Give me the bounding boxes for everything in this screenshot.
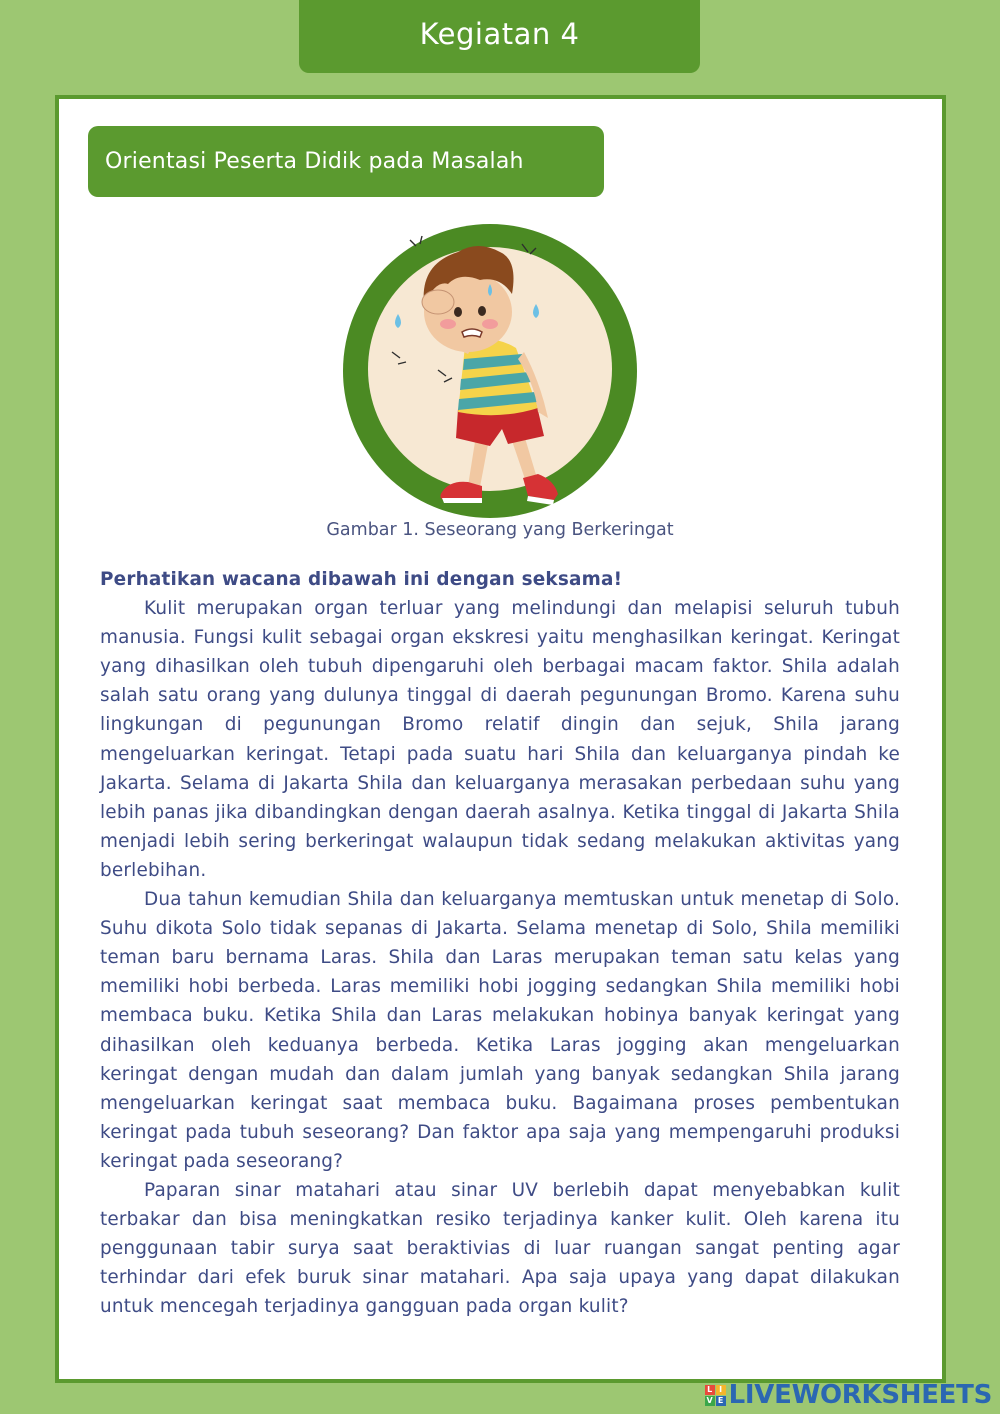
passage-instruction: Perhatikan wacana dibawah ini dengan seksama! [100,569,623,590]
figure-caption: Gambar 1. Seseorang yang Berkeringat [326,520,674,540]
passage [100,565,900,1321]
section-title-text: Orientasi Peserta Didik pada Masalah [105,149,524,174]
activity-tab [299,0,700,73]
passage-paragraph-2: Dua tahun kemudian Shila dan keluarganya memtuskan untuk menetap di Solo. Suhu dikota Solo tidak sepanas di Jakarta. Selama menetap di Solo, Shila memiliki teman baru bernama Laras. Shila dan Laras merupakan teman satu kelas yang memiliki hobi berbeda. Laras memiliki hobi jogging sedangkan Shila memiliki hobi membaca buku. Ketika Shila dan Laras melakukan hobinya banyak keringat yang dihasilkan oleh keduanya berbeda. Ketika Laras jogging akan mengeluarkan keringat dengan mudah dan dalam jumlah yang banyak sedangkan Shila jarang mengeluarkan keringat saat membaca buku. Bagaimana proses pembentukan keringat pada tubuh seseorang? Dan faktor apa saja yang mempengaruhi produksi keringat pada seseorang? [100,889,900,1172]
liveworksheets-logo-icon: L I V E [705,1385,726,1406]
section-title [88,126,604,197]
activity-label: Kegiatan 4 [419,17,580,51]
liveworksheets-watermark [705,1380,992,1410]
passage-paragraph-3: Paparan sinar matahari atau sinar UV berlebih dapat menyebabkan kulit terbakar dan bisa meningkatkan resiko terjadinya kanker kulit. Oleh karena itu penggunaan tabir surya saat beraktivias di luar ruangan sangat penting agar terhindar dari efek buruk sinar matahari. Apa saja upaya yang dapat dilakukan untuk mencegah terjadinya gangguan pada organ kulit? [100,1179,900,1318]
passage-paragraph-1: Kulit merupakan organ terluar yang melindungi dan melapisi seluruh tubuh manusia. Fungsi kulit sebagai organ ekskresi yaitu menghasilkan keringat. Keringat yang dihasilkan oleh tubuh dipengaruhi oleh berbagai macam faktor. Shila adalah salah satu orang yang dulunya tinggal di daerah pegunungan Bromo. Karena suhu lingkungan di pegunungan Bromo relatif dingin dan sejuk, Shila jarang mengeluarkan keringat. Tetapi pada suatu hari Shila dan keluarganya pindah ke Jakarta. Selama di Jakarta Shila dan keluarganya merasakan perbedaan suhu yang lebih panas jika dibandingkan dengan daerah asalnya. Ketika tinggal di Jakarta Shila menjadi lebih sering berkeringat walaupun tidak sedang melakukan aktivitas yang berlebihan. [100,598,900,881]
liveworksheets-text: LIVEWORKSHEETS [728,1380,992,1410]
sweating-boy-illustration [340,224,640,520]
